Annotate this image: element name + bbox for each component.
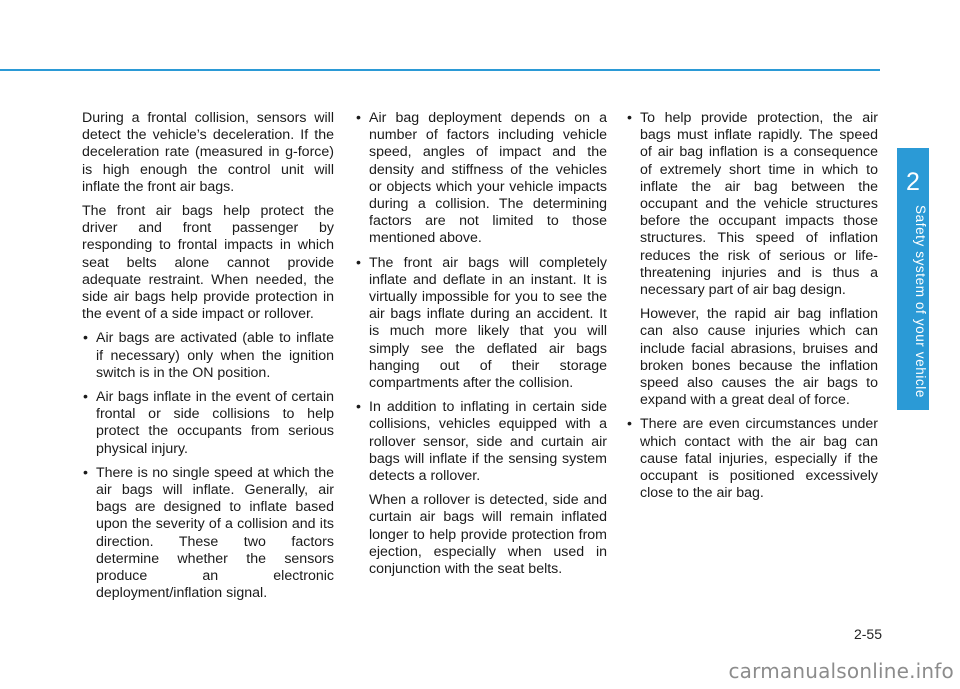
page-number: 2-55 (853, 626, 882, 642)
bullet-icon: • (627, 416, 632, 433)
bullet-icon: • (83, 464, 88, 481)
list-item-text: In addition to inflating in certain side collisions, vehicles equipped with a rollover sensor, side and curtain air bags will inflate if the sensing system detects a rollover. (369, 399, 607, 485)
list-item-text: Air bag deployment depends on a number of factors including vehicle speed, angles of impact and the density and stiffness of the vehicles or objects which your vehicle impacts during a collision. The determining factors are not limited to those mentioned above. (369, 110, 607, 247)
list-item-text: There is no single speed at which the air bags will inflate. Generally, air bags are designed to inflate based upon the severity of a collision and its direction. These two factors determine whether the sensors produce an electronic deployment/inflation signal. (96, 464, 334, 602)
list-item-text: Air bags inflate in the event of certain frontal or side collisions to help protect the occupants from serious physical injury. (96, 389, 334, 457)
list-item (626, 416, 878, 502)
list-item (82, 389, 334, 458)
header-rule (0, 69, 880, 71)
list-item-text: To help provide protection, the air bags must inflate rapidly. The speed of air bag inflation is a consequence of extremely short time in which to inflate the air bag between the occupant and the vehicle structures before the occupant impacts those structures. This speed of inflation reduces the risk of serious or life-threatening injuries and is thus a necessary part of air bag design. (640, 110, 878, 299)
paragraph: The front air bags help protect the driver and front passenger by responding to frontal impacts in which seat belts alone cannot provide adequate restraint. When needed, the side air bags help provide protection in the event of a side impact or rollover. (82, 203, 334, 323)
bullet-icon: • (627, 110, 632, 126)
text-column-1 (82, 110, 334, 609)
list-item (355, 255, 607, 393)
bullet-icon: • (83, 330, 88, 347)
list-item (355, 399, 607, 578)
bullet-icon: • (356, 110, 361, 126)
list-item (82, 465, 334, 603)
list-item (626, 110, 878, 409)
list-item (355, 110, 607, 248)
bullet-icon: • (83, 389, 88, 406)
bullet-icon: • (356, 254, 361, 271)
list-item-text: The front air bags will completely inflate and deflate in an instant. It is virtually impossible for you to see the air bags inflate during an accident. It is much more likely that you will simply see the deflated air bags hanging out of their storage compartments after the collision. (369, 254, 607, 392)
chapter-number: 2 (906, 168, 920, 196)
list-item-continuation: However, the rapid air bag inflation can also cause injuries which can include facial abrasions, bruises and broken bones because the inflation speed also causes the air bags to expand with a great deal of force. (640, 306, 878, 409)
list-item-text: Air bags are activated (able to inflate if necessary) only when the ignition switch is in the ON position. (96, 330, 334, 381)
chapter-title: Safety system of your vehicle (913, 205, 928, 398)
list-item (82, 330, 334, 382)
paragraph: During a frontal collision, sensors will detect the vehicle’s deceleration. If the deceleration rate (measured in g-force) is high enough the control unit will inflate the front air bags. (82, 110, 334, 195)
bullet-list (355, 110, 607, 578)
watermark: carmanualsonline.info (728, 659, 954, 683)
list-item-continuation: When a rollover is detected, side and curtain air bags will remain inflated longer to help provide protection from ejection, especially when used in conjunction with the seat belts. (369, 492, 607, 578)
bullet-list (82, 330, 334, 602)
text-column-3 (626, 110, 878, 509)
bullet-list (626, 110, 878, 502)
list-item-text: There are even circumstances under which contact with the air bag can cause fatal injuries, especially if the occupant is positioned excessively close to the air bag. (640, 416, 878, 502)
text-column-2 (355, 110, 607, 585)
bullet-icon: • (356, 399, 361, 416)
